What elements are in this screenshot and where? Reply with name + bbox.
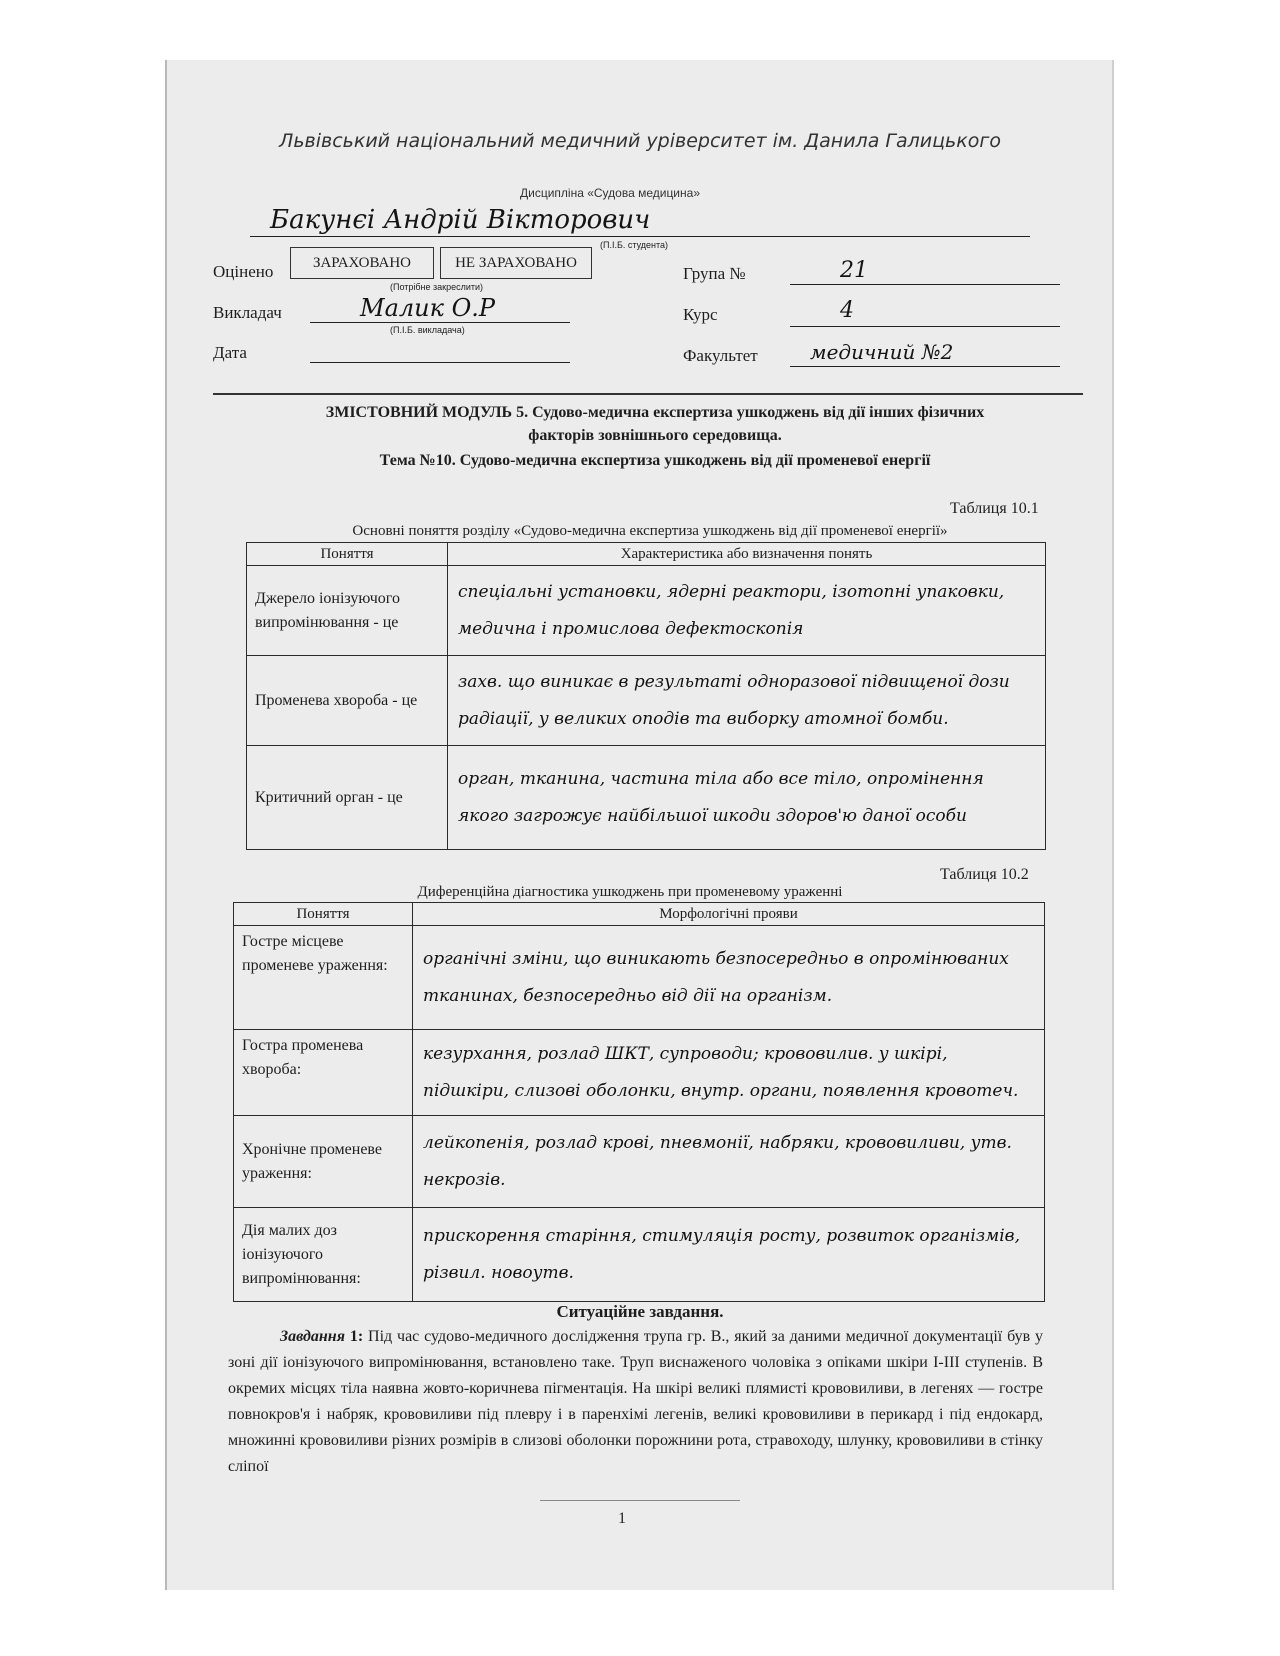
- task-body: [228, 1324, 1043, 1480]
- group-line: [790, 284, 1060, 285]
- teacher-line: [310, 322, 570, 323]
- table2-header-manifestations: Морфологічні прояви: [413, 903, 1045, 926]
- table2-header-term: Поняття: [234, 903, 413, 926]
- header-divider: [213, 393, 1083, 395]
- table1-term-radiation-sickness: Променева хвороба - це: [247, 656, 448, 746]
- differential-diagnosis-table: [233, 902, 1045, 1302]
- footer-rule: [540, 1500, 740, 1501]
- student-caption: (П.І.Б. студента): [600, 240, 669, 250]
- module-title-line1: ЗМІСТОВНИЙ МОДУЛЬ 5. Судово-медична експертиза ушкоджень від дії інших фізичних: [325, 404, 985, 421]
- student-name-line: [250, 236, 1030, 237]
- passed-box: ЗАРАХОВАНО: [290, 247, 434, 279]
- course-line: [790, 326, 1060, 327]
- cross-out-hint: (Потрібне закреслити): [390, 282, 484, 292]
- table2-term-low-dose: Дія малих доз іонізуючого випромінювання:: [234, 1208, 413, 1302]
- discipline-label: Дисципліна «Судова медицина»: [520, 186, 700, 200]
- teacher-caption: (П.І.Б. викладача): [390, 325, 465, 335]
- page-number: 1: [618, 1510, 626, 1527]
- faculty-label: Факультет: [683, 346, 758, 365]
- table1-header-definition: Характеристика або визначення понять: [448, 543, 1046, 566]
- course-value-handwritten: 4: [840, 298, 854, 323]
- teacher-label: Викладач: [213, 303, 282, 322]
- table1-caption: Основні поняття розділу «Судово-медична експертиза ушкоджень від дії променевої енергії»: [352, 523, 948, 539]
- course-label: Курс: [683, 305, 718, 324]
- table2-caption: Диференційна діагностика ушкоджень при променевому ураженні: [417, 884, 843, 900]
- teacher-name-handwritten: Малик О.Р: [360, 294, 496, 322]
- table1-value-source: спеціальні установки, ядерні реактори, ізотопні упаковки, медична і промислова дефектоскопія: [448, 566, 1046, 656]
- task-label: Завдання: [280, 1328, 345, 1345]
- task-title: Ситуаційне завдання.: [556, 1302, 724, 1321]
- table1-term-critical-organ: Критичний орган - це: [247, 746, 448, 850]
- table1-value-critical-organ: орган, тканина, частина тіла або все тіло, опромінення якого загрожує найбільшої шкоди здоров'ю даної особи: [448, 746, 1046, 850]
- group-label: Група №: [683, 264, 746, 283]
- table1-term-source: Джерело іонізуючого випромінювання - це: [247, 566, 448, 656]
- student-name-handwritten: Бакунєі Андрій Вікторович: [270, 205, 651, 235]
- table1-value-radiation-sickness: захв. що виникає в результаті одноразової підвищеної дози радіації, у великих оподів та виборку атомної бомби.: [448, 656, 1046, 746]
- task-text: Під час судово-медичного дослідження трупа гр. В., який за даними медичної документації був у зоні дії іонізуючого випромінювання, встановлено таке. Труп виснаженого чоловіка з опіками шкіри І-ІІІ ступенів. В окремих місцях тіла наявна жовто-коричнева пігментація. На шкірі великі плямисті крововиливи, в легенях — гостре повнокров'я і набряк, крововиливи під плевру і в паренхімі легенів, великі крововиливи в перикард і під ендокард, множинні крововиливи різних розмірів в слизові оболонки порожнини рота, стравоходу, шлунку, крововиливи в стінку сліпої: [228, 1328, 1044, 1475]
- table2-value-acute-local: органічні зміни, що виникають безпосередньо в опромінюваних тканинах, безпосередньо від дії на організм.: [413, 926, 1045, 1030]
- date-label: Дата: [213, 343, 247, 362]
- table2-term-chronic: Хронічне променеве ураження:: [234, 1116, 413, 1208]
- table2-value-acute-sickness: кезурхання, розлад ШКТ, супроводи; крововилив. у шкірі, підшкіри, слизові оболонки, внутр. органи, появлення кровотеч.: [413, 1030, 1045, 1116]
- graded-label: Оцінено: [213, 262, 274, 281]
- university-title: Львівський національний медичний уріверситет ім. Данила Галицького: [279, 130, 1001, 152]
- faculty-line: [790, 366, 1060, 367]
- table2-value-chronic: лейкопенія, розлад крові, пневмонії, набряки, крововиливи, утв. некрозів.: [413, 1116, 1045, 1208]
- group-value-handwritten: 21: [840, 258, 868, 283]
- table1-header-term: Поняття: [247, 543, 448, 566]
- topic-title: Тема №10. Судово-медична експертиза ушкоджень від дії променевої енергії: [379, 452, 931, 469]
- date-line: [310, 362, 570, 363]
- table2-value-low-dose: прискорення старіння, стимуляція росту, розвиток організмів, різвил. новоутв.: [413, 1208, 1045, 1302]
- task-number: 1:: [349, 1328, 364, 1345]
- table1-number: Таблиця 10.1: [950, 500, 1039, 517]
- module-title-line2: факторів зовнішнього середовища.: [528, 427, 782, 444]
- table2-number: Таблиця 10.2: [940, 866, 1029, 883]
- table2-term-acute-sickness: Гостра променева хвороба:: [234, 1030, 413, 1116]
- failed-box: НЕ ЗАРАХОВАНО: [440, 247, 592, 279]
- faculty-value-handwritten: медичний №2: [810, 340, 954, 364]
- table2-term-acute-local: Гостре місцеве променеве ураження:: [234, 926, 413, 1030]
- concepts-table: [246, 542, 1046, 850]
